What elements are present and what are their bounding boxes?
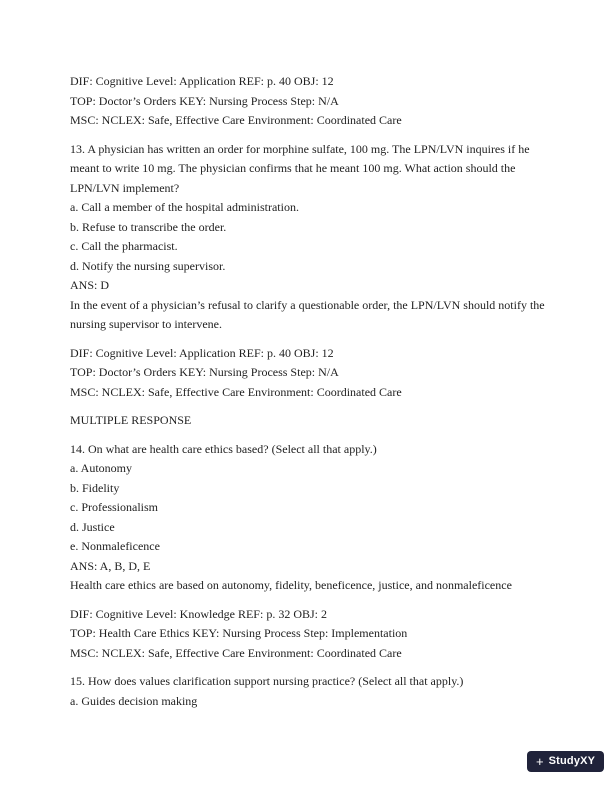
msc-line: MSC: NCLEX: Safe, Effective Care Environment: Coordinated Care (70, 384, 402, 399)
dif-line: DIF: Cognitive Level: Application REF: p. 40 OBJ: 12 (70, 74, 334, 88)
rationale-text: Health care ethics are based on autonomy, fidelity, beneficence, justice, and nonmaleficence (70, 578, 512, 592)
question-text: 13. A physician has written an order for morphine sulfate, 100 mg. The LPN/LVN inquires if he meant to write 10 mg. The physician confirms that he meant 100 mg. What action should the LPN/LVN implement? (70, 141, 530, 195)
msc-line: MSC: NCLEX: Safe, Effective Care Environment: Coordinated Care (70, 113, 402, 127)
answer-option-d: d. Justice (70, 519, 115, 534)
question-14-block (70, 440, 548, 596)
section-heading-block (70, 411, 548, 431)
meta-block-1 (70, 72, 548, 131)
answer-option-e: e. Nonmaleficence (70, 539, 160, 553)
plus-icon: + (536, 754, 544, 769)
msc-line: MSC: NCLEX: Safe, Effective Care Environment: Coordinated Care (70, 645, 402, 660)
brand-name: StudyXY (548, 755, 596, 767)
meta-block-2 (70, 344, 548, 403)
top-line: TOP: Doctor’s Orders KEY: Nursing Process Step: N/A (70, 365, 339, 379)
meta-block-3 (70, 605, 548, 664)
answer-option-c: c. Call the pharmacist. (70, 239, 178, 253)
answer-option-a: a. Autonomy (70, 461, 132, 475)
rationale-text: In the event of a physician’s refusal to clarify a questionable order, the LPN/LVN should notify the nursing supervisor to intervene. (70, 297, 545, 331)
question-15-block (70, 672, 548, 711)
answer-line: ANS: D (70, 278, 110, 292)
answer-option-a: a. Call a member of the hospital administration. (70, 200, 299, 214)
answer-option-a: a. Guides decision making (70, 693, 198, 708)
answer-option-b: b. Fidelity (70, 480, 120, 495)
answer-option-d: d. Notify the nursing supervisor. (70, 258, 226, 273)
page-content (70, 72, 548, 720)
question-text: 15. How does values clarification support nursing practice? (Select all that apply.) (70, 674, 464, 688)
studyxy-badge[interactable] (527, 751, 604, 772)
top-line: TOP: Doctor’s Orders KEY: Nursing Process Step: N/A (70, 93, 339, 108)
top-line: TOP: Health Care Ethics KEY: Nursing Process Step: Implementation (70, 626, 408, 640)
question-13-block (70, 140, 548, 335)
answer-option-b: b. Refuse to transcribe the order. (70, 219, 227, 234)
answer-option-c: c. Professionalism (70, 500, 158, 514)
section-heading: MULTIPLE RESPONSE (70, 413, 192, 427)
dif-line: DIF: Cognitive Level: Knowledge REF: p. 32 OBJ: 2 (70, 606, 327, 621)
answer-line: ANS: A, B, D, E (70, 558, 151, 573)
dif-line: DIF: Cognitive Level: Application REF: p. 40 OBJ: 12 (70, 345, 334, 360)
question-text: 14. On what are health care ethics based? (Select all that apply.) (70, 441, 377, 456)
